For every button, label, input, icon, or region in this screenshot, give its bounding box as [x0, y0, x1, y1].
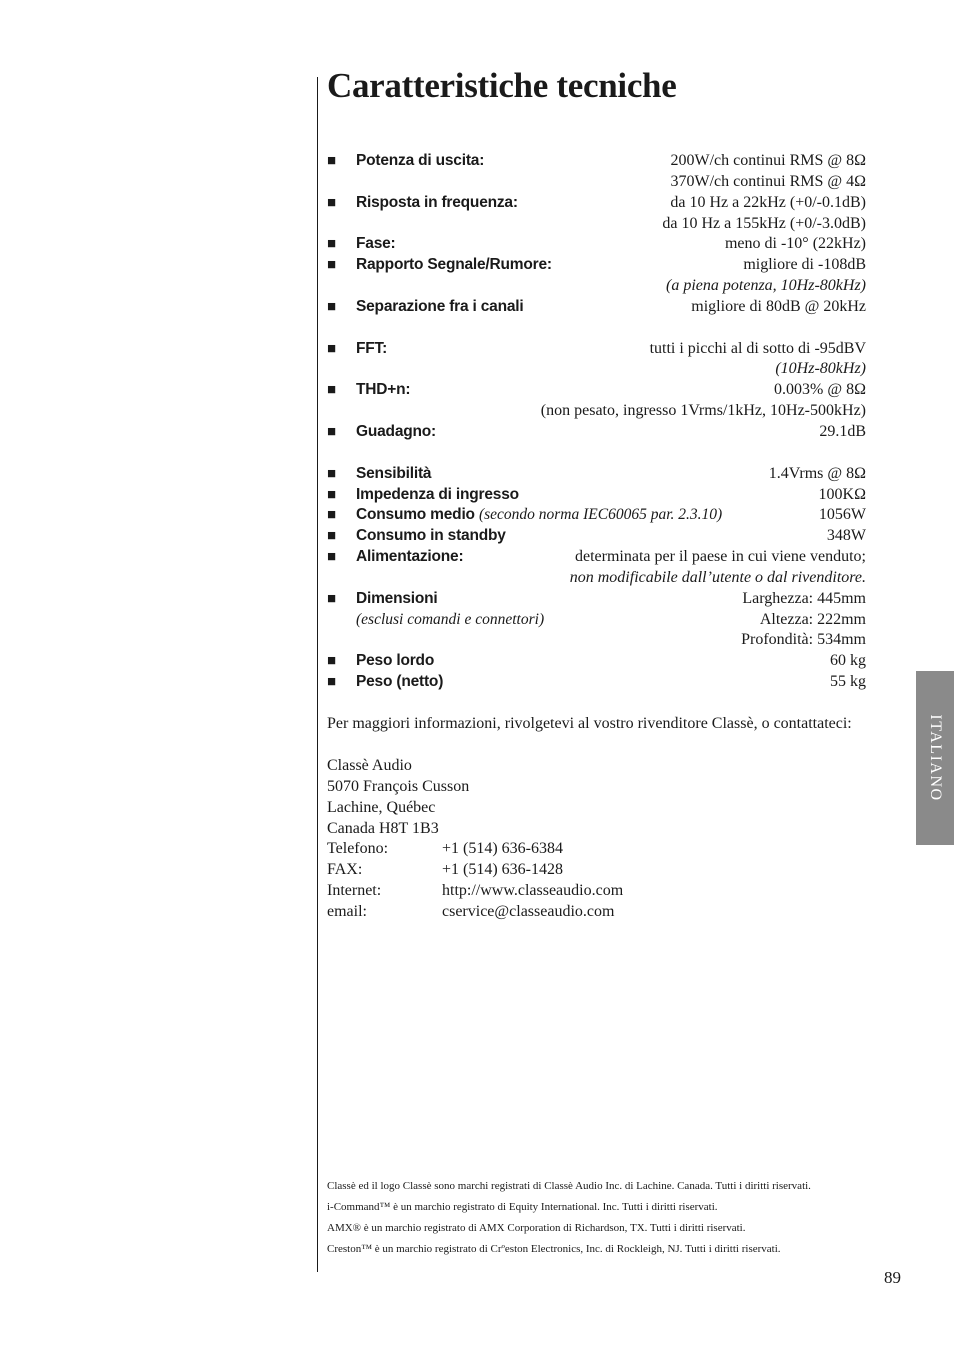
- bullet-icon: ■: [327, 486, 337, 503]
- spec-value: 55 kg: [830, 673, 866, 691]
- spacer: [327, 318, 866, 339]
- bullet-icon: ■: [327, 194, 337, 211]
- spec-note: (esclusi comandi e connettori): [356, 610, 545, 628]
- spec-note: (secondo norma IEC60065 par. 2.3.10): [478, 506, 723, 524]
- spec-value: 1.4Vrms @ 8Ω: [768, 464, 866, 482]
- bullet-icon: ■: [327, 236, 337, 253]
- contact-key: FAX:: [327, 861, 363, 879]
- language-tab-label: ITALIANO: [927, 714, 944, 802]
- spec-label: Guadagno:: [356, 422, 436, 440]
- spec-label-text: Consumo medio: [356, 506, 475, 524]
- spec-note: (non pesato, ingresso 1Vrms/1kHz, 10Hz-500kHz): [540, 402, 866, 420]
- fax-number: +1 (514) 636-1428: [442, 861, 564, 879]
- spec-value: Larghezza: 445mm: [742, 589, 866, 607]
- spec-value: 348W: [826, 527, 866, 545]
- bullet-icon: ■: [327, 507, 337, 524]
- website-link[interactable]: http://www.classeaudio.com: [442, 882, 624, 900]
- spec-label: Peso lordo: [356, 652, 435, 670]
- city: Lachine, Québec: [327, 798, 436, 816]
- spec-row-snr-note: [327, 276, 866, 297]
- spec-row-thd: [327, 380, 866, 401]
- spec-value: 60 kg: [830, 652, 866, 670]
- spec-row-gross-weight: [327, 651, 866, 672]
- info-text: Per maggiori informazioni, rivolgetevi al vostro rivenditore Classè, o contattateci:: [327, 715, 852, 732]
- spec-row-separation: [327, 297, 866, 318]
- spec-value: migliore di -108dB: [743, 256, 866, 274]
- spec-value: Profondità: 534mm: [741, 631, 866, 649]
- bullet-icon: ■: [327, 153, 337, 169]
- bullet-icon: ■: [327, 465, 337, 482]
- page-title: Caratteristiche tecniche: [327, 66, 677, 105]
- bullet-icon: ■: [327, 298, 337, 315]
- spec-note: (a piena potenza, 10Hz-80kHz): [666, 277, 866, 295]
- spec-row-impedance: [327, 485, 866, 506]
- spec-value: 370W/ch continui RMS @ 4Ω: [670, 172, 866, 190]
- spec-value: determinata per il paese in cui viene venduto;: [575, 548, 866, 566]
- spec-label: Consumo in standby: [356, 527, 506, 545]
- spec-row-supply-note: [327, 568, 866, 589]
- spec-label: Fase:: [356, 235, 396, 253]
- contact-key: Telefono:: [327, 840, 389, 858]
- spec-value: migliore di 80dB @ 20kHz: [691, 297, 866, 315]
- trademark-line: AMX® è un marchio registrato di AMX Corporation di Richardson, TX. Tutti i diritti riservati.: [327, 1221, 746, 1234]
- spec-row-phase: [327, 234, 866, 255]
- company-name: Classè Audio: [327, 757, 412, 774]
- spec-row-thd-note: [327, 401, 866, 422]
- bullet-icon: ■: [327, 423, 337, 440]
- spec-row-net-weight: [327, 672, 866, 693]
- spec-value: 100KΩ: [818, 485, 866, 503]
- spec-list: [327, 151, 866, 693]
- spec-row-snr: [327, 255, 866, 276]
- spec-value: 0.003% @ 8Ω: [774, 381, 866, 399]
- page-number: 89: [884, 1268, 901, 1287]
- spec-label: Alimentazione:: [356, 548, 464, 566]
- bullet-icon: ■: [327, 257, 337, 274]
- bullet-icon: ■: [327, 382, 337, 399]
- trademark-line: Classè ed il logo Classè sono marchi registrati di Classè Audio Inc. di Lachine. Canada. Tutti i diritti riservati.: [327, 1180, 811, 1192]
- bullet-icon: ■: [327, 528, 337, 545]
- spec-row-standby: [327, 526, 866, 547]
- spec-row-fft-note: [327, 359, 866, 380]
- spec-value: da 10 Hz a 22kHz (+0/-0.1dB): [670, 193, 866, 211]
- spec-value: 29.1dB: [819, 422, 866, 440]
- spec-row-supply: [327, 547, 866, 568]
- spec-note: (10Hz-80kHz): [775, 360, 866, 378]
- spec-row-frequency: [327, 193, 866, 214]
- spec-label: Peso (netto): [356, 673, 444, 691]
- spec-label: Sensibilità: [356, 464, 432, 482]
- spec-label: Separazione fra i canali: [356, 297, 524, 315]
- trademark-line: Creston™ è un marchio registrato di Crºeston Electronics, Inc. di Rockleigh, NJ. Tutti i diritti riservati.: [327, 1242, 781, 1255]
- spec-row-dimensions: [327, 589, 866, 610]
- bullet-icon: ■: [327, 653, 337, 670]
- bullet-icon: ■: [327, 340, 337, 357]
- bullet-icon: ■: [327, 549, 337, 566]
- spec-label: Risposta in frequenza:: [356, 193, 518, 211]
- spec-label: Impedenza di ingresso: [356, 485, 519, 503]
- phone-number: +1 (514) 636-6384: [442, 840, 564, 858]
- spec-label: Rapporto Segnale/Rumore:: [356, 256, 552, 274]
- contact-phone: [327, 839, 564, 860]
- spec-label: Potenza di uscita:: [356, 152, 485, 169]
- spec-label: [356, 505, 722, 526]
- language-tab: [916, 671, 954, 845]
- spec-value: tutti i picchi al di sotto di -95dBV: [649, 339, 866, 357]
- contact-email: [327, 902, 615, 923]
- trademark-line: i-Command™ è un marchio registrato di Equity International. Inc. Tutti i diritti riservati.: [327, 1200, 718, 1213]
- contact-key: email:: [327, 902, 367, 920]
- spec-row-power: [327, 151, 866, 172]
- spec-value: meno di -10° (22kHz): [724, 235, 866, 253]
- spec-value: 1056W: [818, 506, 866, 524]
- spec-label: Dimensioni: [356, 589, 438, 607]
- spec-row-fft: [327, 339, 866, 360]
- spacer: [327, 443, 866, 464]
- spec-row-dimensions-depth: [327, 630, 866, 651]
- street-address: 5070 François Cusson: [327, 777, 470, 795]
- spec-value: 200W/ch continui RMS @ 8Ω: [670, 152, 866, 169]
- email-link[interactable]: cservice@classeaudio.com: [442, 902, 615, 920]
- vertical-rule: [317, 77, 318, 1272]
- spec-value: da 10 Hz a 155kHz (+0/-3.0dB): [662, 214, 866, 232]
- spec-label: THD+n:: [356, 381, 411, 399]
- postal-country: Canada H8T 1B3: [327, 819, 439, 837]
- bullet-icon: ■: [327, 590, 337, 607]
- contact-internet: [327, 881, 624, 902]
- contact-fax: [327, 860, 564, 881]
- spec-row-gain: [327, 422, 866, 443]
- spec-note: non modificabile dall’utente o dal rivenditore.: [569, 568, 866, 586]
- contact-key: Internet:: [327, 882, 382, 900]
- spec-row-dimensions-height: [327, 610, 866, 631]
- spec-value: Altezza: 222mm: [759, 610, 866, 628]
- spec-row-consumption: [327, 505, 866, 526]
- bullet-icon: ■: [327, 674, 337, 691]
- spec-row-frequency-cont: [327, 214, 866, 235]
- spec-row-sensitivity: [327, 464, 866, 485]
- contact-block: [327, 756, 624, 923]
- spec-label: FFT:: [356, 339, 388, 357]
- trademark-notes: [327, 1176, 811, 1260]
- spec-row-power-cont: [327, 172, 866, 193]
